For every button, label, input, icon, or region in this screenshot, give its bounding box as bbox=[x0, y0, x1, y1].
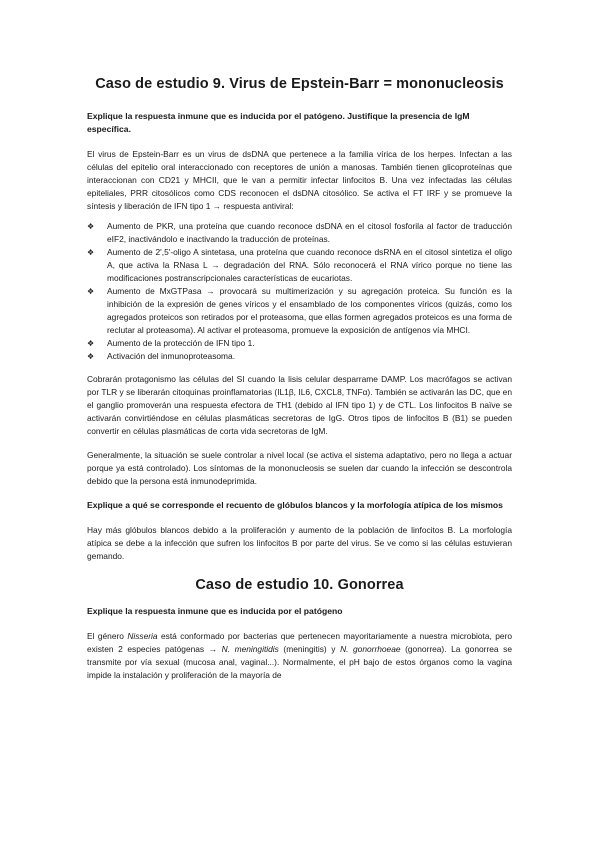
list-item-text: Aumento de 2',5'-oligo A sintetasa, una proteína que cuando reconoce dsRNA en el citosol sintetiza el oligo A, que activa la RNasa L → degradación del RNA. Sólo reconocerá el RNA vírico porque no tiene las modificaciones postranscripcionales características de eucariotas. bbox=[107, 247, 512, 283]
case10-title: Caso de estudio 10. Gonorrea bbox=[195, 577, 404, 593]
list-item bbox=[87, 220, 512, 246]
list-item bbox=[87, 285, 512, 337]
case9-paragraph-control: Generalmente, la situación se suele controlar a nivel local (se activa el sistema adaptativo, pero no llega a actuar porque ya está controlado). Los síntomas de la mononucleosis se suelen dar cuando la infección se descontrola debido que la persona está inmunodeprimida. bbox=[87, 450, 512, 486]
genus-name: Nisseria bbox=[127, 631, 158, 641]
list-item-text: Activación del inmunoproteasoma. bbox=[107, 351, 236, 361]
list-item bbox=[87, 337, 512, 350]
case10-paragraph-intro bbox=[87, 630, 512, 682]
case9-paragraph-white-cells: Hay más glóbulos blancos debido a la proliferación y aumento de la población de linfocitos B. La morfología atípica se debe a la infección que sufren los linfocitos B por parte del virus. Se ve como si las células estuvieran gemando. bbox=[87, 525, 512, 561]
species-name: N. gonorrhoeae bbox=[340, 644, 401, 654]
list-item bbox=[87, 350, 512, 363]
list-item-text: Aumento de la protección de IFN tipo 1. bbox=[107, 338, 255, 348]
diamond-bullet-icon: ❖ bbox=[87, 352, 95, 361]
diamond-bullet-icon: ❖ bbox=[87, 222, 95, 231]
case9-question-2: Explique a qué se corresponde el recuento de glóbulos blancos y la morfología atípica de los mismos bbox=[87, 500, 503, 510]
diamond-bullet-icon: ❖ bbox=[87, 287, 95, 296]
text-fragment: El género bbox=[87, 631, 128, 641]
text-fragment: está conformado por bacterias que pertenecen mayoritariamente a nuestra microbiota, pero existen 2 especies patógenas → bbox=[87, 631, 512, 654]
case9-intro-paragraph: El virus de Epstein-Barr es un virus de dsDNA que pertenece a la familia vírica de los herpes. Infectan a las células del epitelio oral interaccionado con receptores de unión a manosas. También tienen glicoproteínas que interaccionan con CD21 y MHCII, que le van a permitir infectar linfocitos B. Una vez infectadas las células epiteliales, PRR citosólicos como CDS reconocen el dsDNA citosólico. Se activa el FT IRF y se promueve la síntesis y liberación de IFN tipo 1 → respuesta antiviral: bbox=[87, 149, 512, 211]
list-item-text: Aumento de MxGTPasa → provocará su multimerización y su agregación proteica. Su función es la inhibición de la expresión de genes víricos y el ensamblado de los componentes víricos (quizás, como los agregados proteicos son retirados por el proteasoma, que ellas formen agregados proteicos es una forma de reclutar al proteasoma). Al activar el proteasoma, promueve la exposición de antígenos vía MHCI. bbox=[107, 286, 512, 335]
case9-title: Caso de estudio 9. Virus de Epstein-Barr = mononucleosis bbox=[95, 76, 504, 92]
diamond-bullet-icon: ❖ bbox=[87, 339, 95, 348]
text-fragment: (gonorrea). La gonorrea se transmite por vía sexual (mucosa anal, vaginal...). Normalmente, el pH bajo de estos órganos como la vagina impide la instalación y proliferación de la mayoría de bbox=[87, 644, 512, 680]
diamond-bullet-icon: ❖ bbox=[87, 248, 95, 257]
list-item bbox=[87, 246, 512, 285]
case10-question-1: Explique la respuesta inmune que es inducida por el patógeno bbox=[87, 606, 343, 616]
case9-paragraph-immune-cells: Cobrarán protagonismo las células del SI cuando la lisis celular desparrame DAMP. Los macrófagos se activan por TLR y se liberarán citoquinas proinflamatorias (IL1β, IL6, CXCL8, TNFα). También se activarán las DC, que en el ganglio promoverán una respuesta efectora de TH1 (debido al IFN tipo 1) y de CTL. Los linfocitos B naïve se activarán convirtiéndose en células plasmáticas secretoras de IgG. Otros tipos de linfocitos B (B1) se pueden convertir en células plasmáticas de corta vida secretoras de IgM. bbox=[87, 374, 512, 436]
list-item-text: Aumento de PKR, una proteína que cuando reconoce dsDNA en el citosol fosforila al factor de traducción eIF2, inactivándolo e inactivando la traducción de proteínas. bbox=[107, 221, 512, 244]
text-fragment: (meningitis) y bbox=[278, 644, 341, 654]
antiviral-response-list bbox=[87, 220, 512, 363]
species-name: N. meningitidis bbox=[221, 644, 279, 654]
case9-question-1: Explique la respuesta inmune que es inducida por el patógeno. Justifique la presencia de IgM específica. bbox=[87, 111, 470, 134]
